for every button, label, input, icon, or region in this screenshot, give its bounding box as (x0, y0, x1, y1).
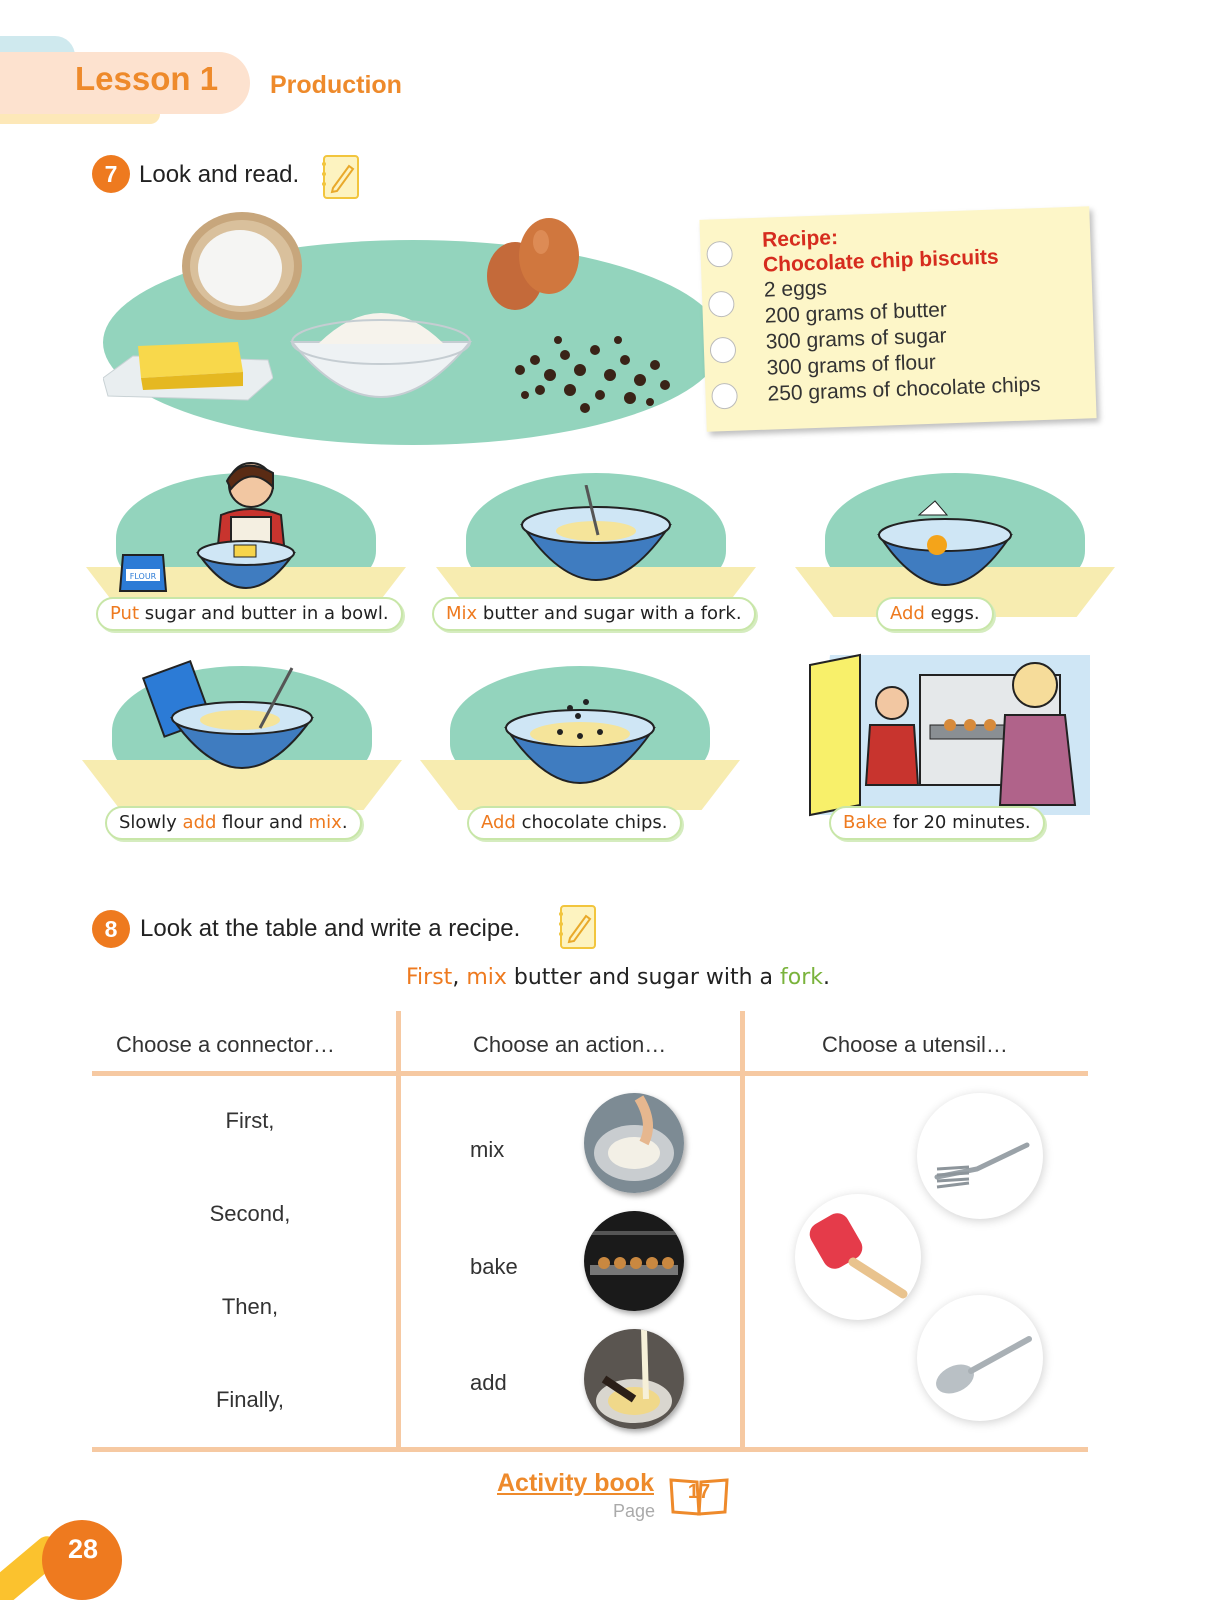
butter-image (103, 338, 273, 408)
recipe-item: 300 grams of flour (766, 350, 937, 380)
step-5-caption (467, 806, 682, 840)
connector-column-header: Choose a connector… (116, 1032, 335, 1057)
activity-8-number: 8 (92, 910, 130, 948)
example-text: . (823, 965, 831, 990)
binder-hole (708, 291, 735, 318)
binder-hole (711, 383, 738, 410)
step-1-caption (96, 597, 403, 631)
action-option: bake (470, 1254, 518, 1279)
flour-mixing-illustration (142, 648, 342, 798)
connector-option: Then, (221, 1294, 279, 1319)
recipe-card (699, 206, 1096, 431)
connector-option: Finally, (215, 1387, 285, 1412)
activity-7-instruction: Look and read. (139, 161, 300, 188)
utensil-column-header: Choose a utensil… (822, 1032, 1008, 1057)
step-verb: mix (308, 812, 342, 833)
recipe-item: 200 grams of butter (764, 298, 948, 328)
example-utensil: fork (780, 965, 824, 990)
example-sentence (406, 965, 830, 990)
chips-bowl-illustration (500, 688, 660, 798)
step-6-illustration (800, 645, 1100, 825)
egg-bowl-illustration (875, 495, 1015, 605)
step-3-caption (876, 597, 994, 631)
section-title: Production (270, 71, 402, 99)
spoon-icon (917, 1295, 1043, 1421)
flour-bowl-image (288, 282, 474, 442)
step-text: eggs. (924, 603, 980, 624)
step-verb: Add (890, 603, 925, 624)
example-action: mix (466, 965, 507, 990)
recipe-item: 250 grams of chocolate chips (767, 373, 1041, 406)
step-verb: Bake (843, 812, 888, 833)
add-photo (584, 1329, 684, 1429)
recipe-item: 2 eggs (763, 276, 828, 302)
action-column-header: Choose an action… (473, 1032, 667, 1057)
recipe-name: Chocolate chip biscuits (762, 245, 1000, 277)
action-option: add (470, 1370, 507, 1395)
table-column-divider (740, 1011, 745, 1452)
step-verb: add (182, 812, 217, 833)
activity-book-link[interactable]: Activity book (497, 1469, 654, 1497)
connector-option: First, (225, 1108, 275, 1133)
table-header-divider (92, 1071, 1088, 1076)
step-verb: Put (110, 603, 140, 624)
notebook-pencil-icon (555, 902, 599, 952)
sugar-bowl-image (178, 210, 306, 322)
activity-7-number: 7 (92, 155, 130, 193)
spatula-icon (795, 1194, 921, 1320)
blue-bowl-illustration (196, 533, 296, 603)
table-bottom-border (92, 1447, 1088, 1452)
mix-photo (584, 1093, 684, 1193)
eggs-image (485, 212, 595, 322)
chocolate-chips-image (500, 330, 680, 420)
step-text: chocolate chips. (515, 812, 668, 833)
page-number: 28 (68, 1534, 99, 1564)
notebook-pencil-icon (318, 152, 362, 202)
step-2-caption (432, 597, 756, 631)
step-text: butter and sugar with a fork. (477, 603, 742, 624)
lesson-title: Lesson 1 (75, 60, 219, 97)
bake-photo (584, 1211, 684, 1311)
action-option: mix (470, 1137, 505, 1162)
binder-hole (706, 241, 733, 268)
recipe-title: Recipe: (761, 226, 839, 252)
example-connector: First (406, 965, 453, 990)
step-4-caption (105, 806, 362, 840)
flour-bag-illustration (118, 551, 168, 595)
step-6-caption (829, 806, 1045, 840)
step-text: sugar and butter in a bowl. (139, 603, 389, 624)
step-text: for 20 minutes. (887, 812, 1031, 833)
table-column-divider (396, 1011, 401, 1452)
step-verb: Mix (446, 603, 478, 624)
step-text: flour and (216, 812, 309, 833)
example-text: , (452, 965, 467, 990)
example-text: butter and sugar with a (506, 965, 781, 990)
fork-icon (917, 1093, 1043, 1219)
recipe-item: 300 grams of sugar (765, 324, 947, 354)
connector-option: Second, (209, 1201, 291, 1226)
activity-book-page-number: 17 (687, 1481, 711, 1503)
activity-book-page-label: Page (613, 1501, 656, 1521)
step-text: . (341, 812, 348, 833)
activity-8-instruction: Look at the table and write a recipe. (140, 915, 521, 942)
step-verb: Add (481, 812, 516, 833)
flour-label: FLOUR (129, 572, 157, 581)
binder-hole (710, 337, 737, 364)
step-text: Slowly (119, 812, 183, 833)
mixing-bowl-illustration (516, 485, 676, 595)
